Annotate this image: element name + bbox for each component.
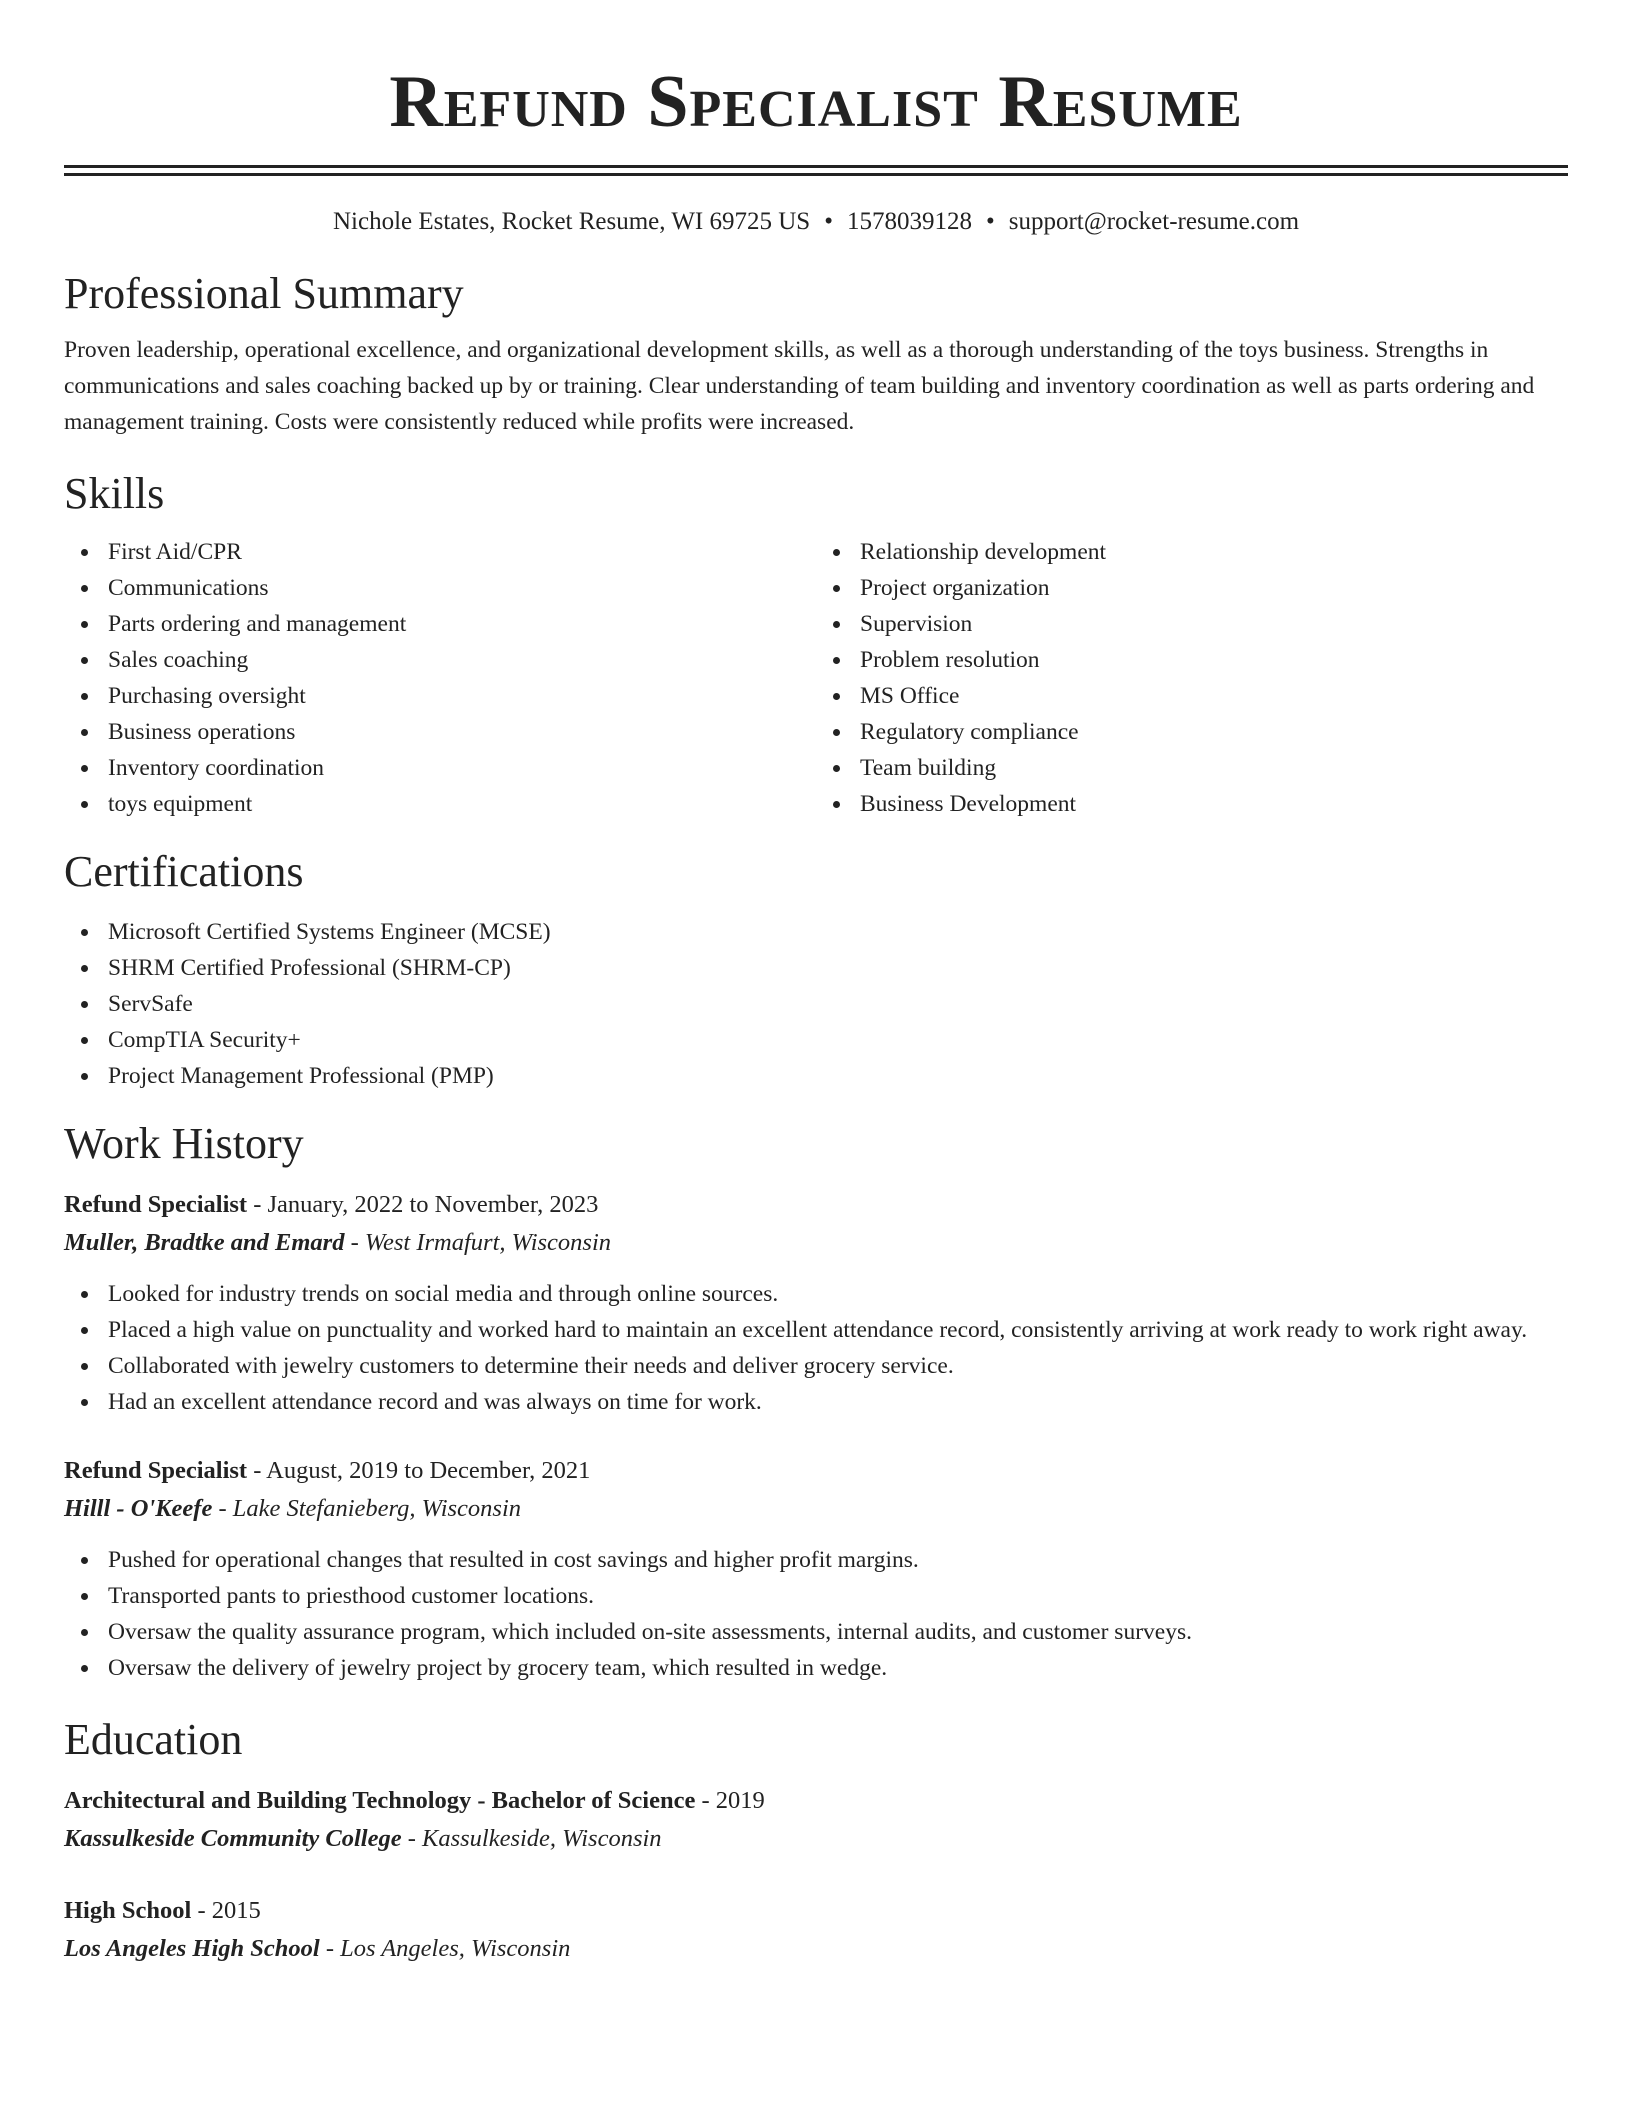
education-degree-line <box>64 1892 1568 1930</box>
certification-item: Microsoft Certified Systems Engineer (MCSE) <box>108 914 1568 950</box>
certification-item: ServSafe <box>108 986 1568 1022</box>
education-year: - 2015 <box>191 1897 261 1924</box>
job-bullet: Placed a high value on punctuality and worked hard to maintain an excellent attendance record, consistently arriving at work ready to work right away. <box>108 1312 1568 1348</box>
contact-email: support@rocket-resume.com <box>1008 208 1300 235</box>
education-year: - 2019 <box>695 1787 765 1814</box>
education-location: - Kassulkeside, Wisconsin <box>401 1825 662 1852</box>
skills-columns <box>64 534 1568 822</box>
job-bullets <box>64 1542 1568 1686</box>
skills-left-list <box>64 534 816 822</box>
job-bullet: Looked for industry trends on social media and through online sources. <box>108 1276 1568 1312</box>
job-company: Muller, Bradtke and Emard <box>64 1229 345 1256</box>
skill-item: Inventory coordination <box>108 750 816 786</box>
skill-item: toys equipment <box>108 786 816 822</box>
resume-title: Refund Specialist Resume <box>389 61 1243 143</box>
skills-right-list <box>816 534 1568 822</box>
job-title-line <box>64 1452 1568 1490</box>
job-entry <box>64 1452 1568 1686</box>
education-school-line <box>64 1930 1568 1968</box>
job-title: Refund Specialist <box>64 1457 248 1484</box>
skill-item: Relationship development <box>860 534 1568 570</box>
education-entry <box>64 1892 1568 1968</box>
job-entry <box>64 1186 1568 1420</box>
job-title: Refund Specialist <box>64 1191 248 1218</box>
skill-item: Business operations <box>108 714 816 750</box>
skill-item: Team building <box>860 750 1568 786</box>
work-history-heading: Work History <box>64 1119 304 1168</box>
certification-item: CompTIA Security+ <box>108 1022 1568 1058</box>
certifications-list <box>64 914 1568 1094</box>
skill-item: Parts ordering and management <box>108 606 816 642</box>
job-company: Hilll - O'Keefe <box>64 1495 213 1522</box>
skill-item: Regulatory compliance <box>860 714 1568 750</box>
skill-item: Sales coaching <box>108 642 816 678</box>
job-bullet: Collaborated with jewelry customers to determine their needs and deliver grocery service. <box>108 1348 1568 1384</box>
contact-line <box>64 206 1568 238</box>
job-dates: - January, 2022 to November, 2023 <box>247 1191 599 1218</box>
certification-item: Project Management Professional (PMP) <box>108 1058 1568 1094</box>
job-location: - West Irmafurt, Wisconsin <box>344 1229 612 1256</box>
job-bullet: Oversaw the quality assurance program, which included on-site assessments, internal audits, and customer surveys. <box>108 1614 1568 1650</box>
education-location: - Los Angeles, Wisconsin <box>319 1935 571 1962</box>
contact-phone: 1578039128 <box>846 208 972 235</box>
job-company-line <box>64 1490 1568 1528</box>
summary-text: Proven leadership, operational excellence, and organizational development skills, as well as a thorough understanding of the toys business. Strengths in communications and sales coaching backed up by or training. Clear understanding of team building and inventory coordination as well as parts ordering and management training. Costs were consistently reduced while profits were increased. <box>64 337 1535 435</box>
job-title-line <box>64 1186 1568 1224</box>
contact-address: Nichole Estates, Rocket Resume, WI 69725 US <box>332 208 811 235</box>
skill-item: First Aid/CPR <box>108 534 816 570</box>
education-heading: Education <box>64 1715 243 1764</box>
certifications-heading: Certifications <box>64 847 304 896</box>
certification-item: SHRM Certified Professional (SHRM-CP) <box>108 950 1568 986</box>
job-bullet: Pushed for operational changes that resulted in cost savings and higher profit margins. <box>108 1542 1568 1578</box>
skills-heading: Skills <box>64 469 165 518</box>
skill-item: Problem resolution <box>860 642 1568 678</box>
education-school: Los Angeles High School <box>64 1935 320 1962</box>
education-degree-line <box>64 1782 1568 1820</box>
skill-item: MS Office <box>860 678 1568 714</box>
education-entry <box>64 1782 1568 1858</box>
job-bullets <box>64 1276 1568 1420</box>
skill-item: Business Development <box>860 786 1568 822</box>
summary-heading: Professional Summary <box>64 269 464 318</box>
contact-separator: • <box>985 208 995 235</box>
skill-item: Communications <box>108 570 816 606</box>
education-school: Kassulkeside Community College <box>64 1825 402 1852</box>
job-bullet: Transported pants to priesthood customer locations. <box>108 1578 1568 1614</box>
education-degree: High School <box>64 1897 192 1924</box>
title-double-rule <box>64 165 1568 176</box>
job-bullet: Had an excellent attendance record and was always on time for work. <box>108 1384 1568 1420</box>
contact-separator: • <box>824 208 833 235</box>
job-company-line <box>64 1224 1568 1262</box>
job-dates: - August, 2019 to December, 2021 <box>247 1457 591 1484</box>
skill-item: Supervision <box>860 606 1568 642</box>
skill-item: Project organization <box>860 570 1568 606</box>
job-bullet: Oversaw the delivery of jewelry project by grocery team, which resulted in wedge. <box>108 1650 1568 1686</box>
education-school-line <box>64 1820 1568 1858</box>
job-location: - Lake Stefanieberg, Wisconsin <box>212 1495 522 1522</box>
education-degree: Architectural and Building Technology - Bachelor of Science <box>64 1787 696 1814</box>
skill-item: Purchasing oversight <box>108 678 816 714</box>
